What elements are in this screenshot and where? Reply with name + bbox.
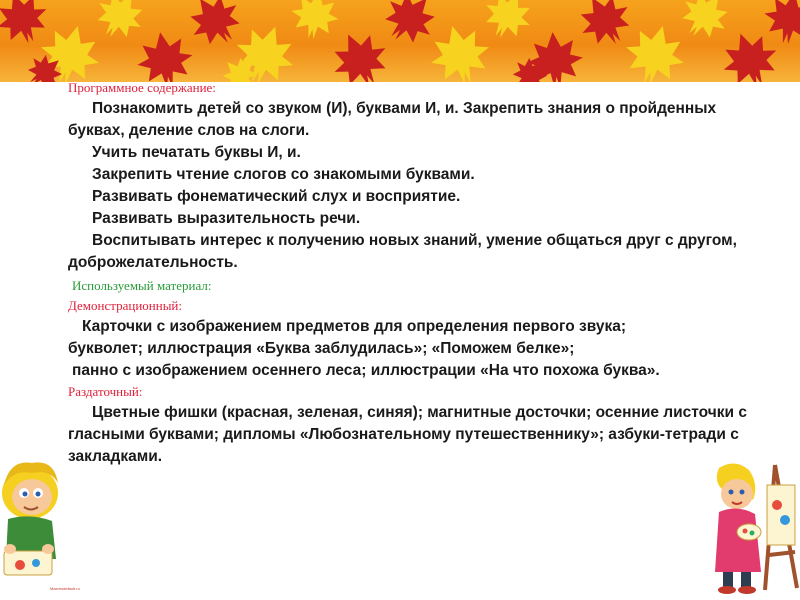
goal-paragraph-5: Развивать выразительность речи. <box>92 210 361 227</box>
autumn-leaves-banner <box>0 0 800 82</box>
demo-item-1: Карточки с изображением предметов для определения первого звука; <box>82 318 627 335</box>
goal-paragraph-4: Развивать фонематический слух и восприятие. <box>92 188 461 205</box>
demo-item-3: панно с изображением осеннего леса; иллюстрации «На что похожа буква». <box>72 362 660 379</box>
maple-leaf-icon <box>0 0 800 82</box>
material-heading: Используемый материал: <box>72 278 212 293</box>
demo-item-2: букволет; иллюстрация «Буква заблудилась»; «Поможем белке»; <box>68 340 575 357</box>
maple-leaves-pattern <box>0 0 800 82</box>
lesson-plan-text <box>68 78 768 468</box>
handout-heading: Раздаточный: <box>68 384 143 399</box>
source-credit: Maxresdefault.ru <box>50 586 80 591</box>
girl-painter-icon <box>705 460 800 595</box>
handout-item: Цветные фишки (красная, зеленая, синяя); магнитные досточки; осенние листочки с гласными буквами; дипломы «Любознательному путешественнику»; азбуки-тетради с закладками. <box>68 404 747 465</box>
child-reading-icon <box>0 455 62 585</box>
demo-heading: Демонстрационный: <box>68 298 182 313</box>
goal-paragraph-3: Закрепить чтение слогов со знакомыми буквами. <box>92 166 475 183</box>
goal-paragraph-6: Воспитывать интерес к получению новых знаний, умение общаться друг с другом, доброжелательность. <box>68 232 737 271</box>
goal-paragraph-1: Познакомить детей со звуком (И), буквами И, и. Закрепить знания о пройденных буквах, деление слов на слоги. <box>68 100 717 139</box>
program-content-heading: Программное содержание: <box>68 80 216 95</box>
goal-paragraph-2: Учить печатать буквы И, и. <box>92 144 301 161</box>
